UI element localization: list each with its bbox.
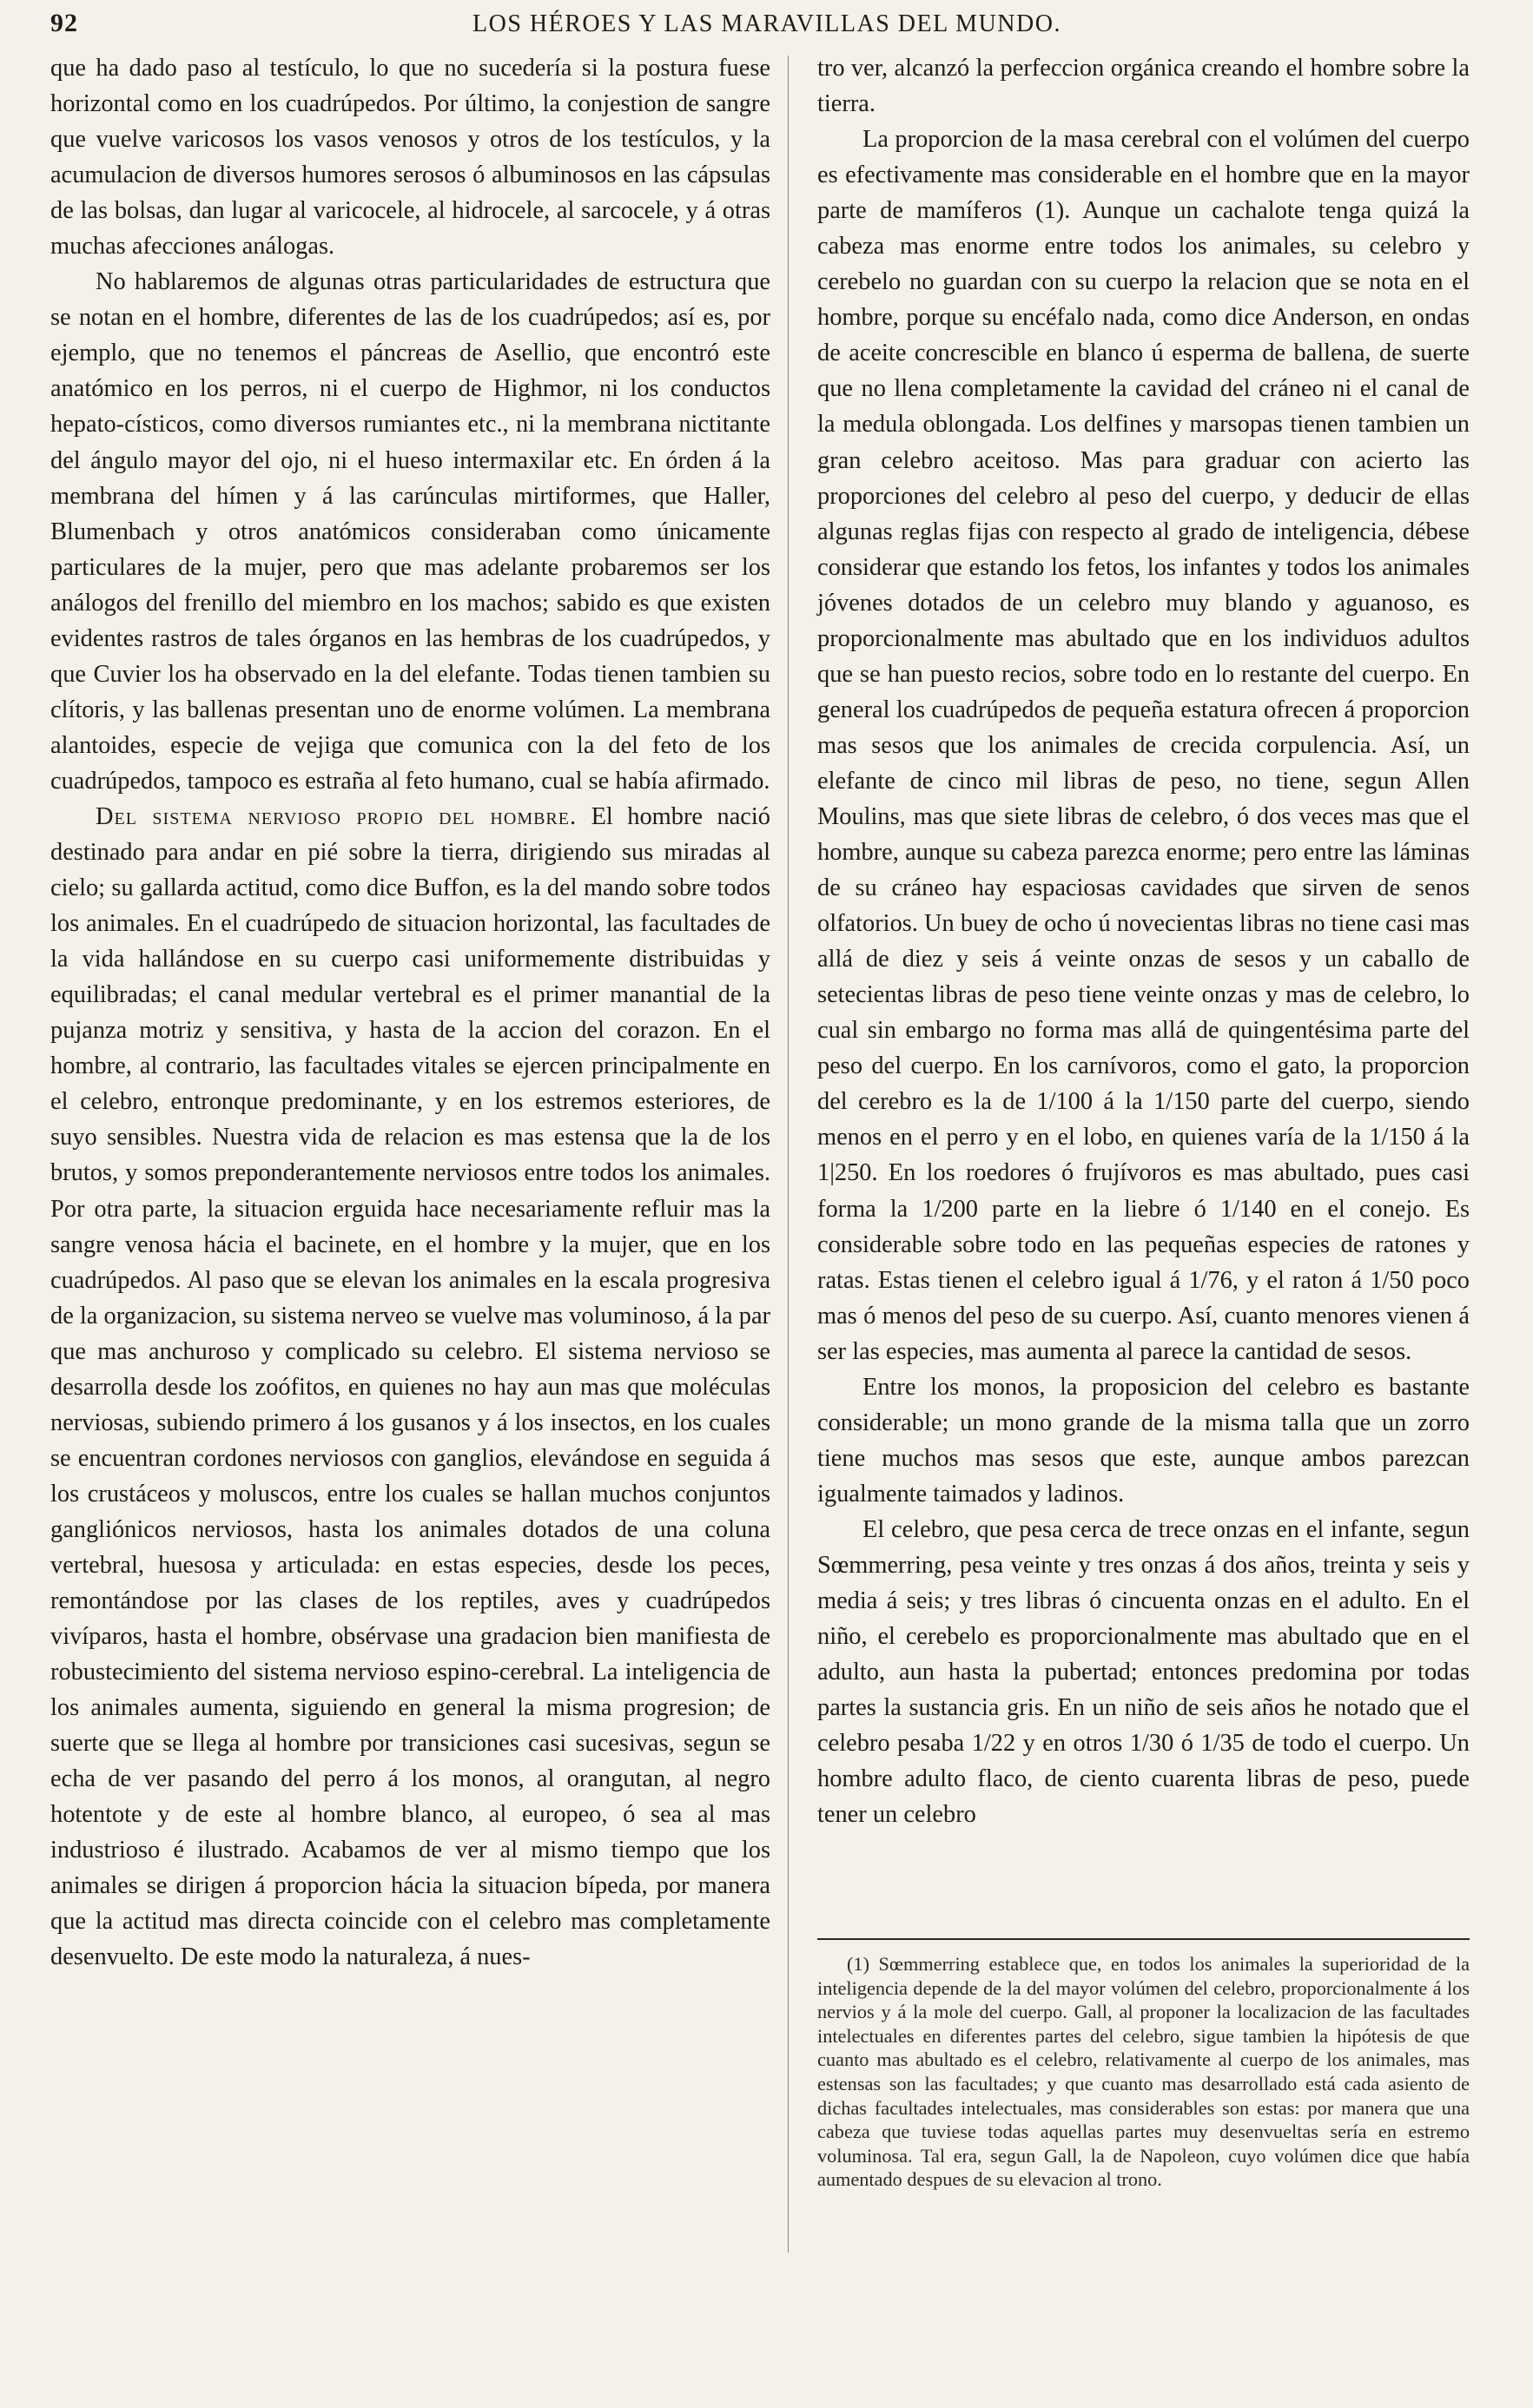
footnote (817, 1952, 1470, 2192)
paragraph-body: El hombre nació destinado para andar en pié sobre la tierra, dirigiendo sus miradas al cielo; su gallarda actitud, como dice Buffon, es la del mando sobre todos los animales. En el cuadrúpedo de situacion horizontal, las facultades de la vida hallándose en su cuerpo casi uniformemente distribuidas y equilibradas; el canal medular vertebral es el primer manantial de la pujanza motriz y sensitiva, y hasta de la accion del corazon. En el hombre, al contrario, las facultades vitales se ejercen principalmente en el celebro, entronque predominante, y en los estremos esteriores, de suyo sensibles. Nuestra vida de relacion es mas estensa que la de los brutos, y somos preponderantemente nerviosos entre todos los animales. Por otra parte, la situacion erguida hace necesariamente refluir mas la sangre venosa hácia el bacinete, en el hombre y la mujer, que en los cuadrúpedos. Al paso que se elevan los animales en la escala progresiva de la organizacion, su sistema nerveo se vuelve mas voluminoso, á la par que mas anchuroso y complicado su celebro. El sistema nervioso se desarrolla desde los zoófitos, en quienes no hay aun mas que moléculas nerviosas, subiendo primero á los gusanos y á los insectos, en los cuales se encuentran cordones nerviosos con ganglios, elevándose en seguida á los crustáceos y moluscos, entre los cuales se hallan muchos conjuntos gangliónicos nerviosos, hasta los animales dotados de una coluna vertebral, huesosa y articulada: en estas especies, desde los peces, remontándose por las clases de los reptiles, aves y cuadrúpedos vivíparos, hasta el hombre, obsérvase una gradacion bien manifiesta de robustecimiento del sistema nervioso espino-cerebral. La inteligencia de los animales aumenta, siguiendo en general la misma progresion; de suerte que se llega al hombre por transiciones casi sucesivas, segun se echa de ver pasando del perro á los monos, al orangutan, al negro hotentote y de este al hombre blanco, al europeo, ó sea al mas industrioso é ilustrado. Acabamos de ver al mismo tiempo que los animales se dirigen á proporcion hácia la situacion bípeda, por manera que la actitud mas directa coincide con el celebro mas completamente desenvuelto. De este modo la naturaleza, á nues- (50, 802, 770, 1971)
footnote-text: (1) Sœmmerring establece que, en todos los animales la superioridad de la inteligencia depende de la del mayor volúmen del celebro, proporcionalmente á los nervios y á la mole del cuerpo. Gall, al proponer la localizacion de las facultades intelectuales en diferentes partes del celebro, sigue tambien la hipótesis de que cuanto mas abultado es el celebro, relativamente al cuerpo de los animales, mas estensas son las facultades; y que cuanto mas desarrollado está cada asiento de dichas facultades intelectuales, mas considerables son estas: por manera que una cabeza que tuviese todas aquellas partes muy desenvueltas sería en estremo voluminosa. Tal era, segun Gall, la de Napoleon, cuyo volúmen dice que había aumentado despues de su elevacion al trono. (817, 1953, 1470, 2191)
paragraph: tro ver, alcanzó la perfeccion orgánica creando el hombre sobre la tierra. (817, 55, 1470, 118)
paragraph: Entre los monos, la proposicion del celebro es bastante considerable; un mono grande de la misma talla que un zorro tiene muchos mas sesos que este, aunque ambos parezcan igualmente taimados y ladinos. (817, 1373, 1470, 1507)
left-column (50, 50, 770, 1976)
running-title: LOS HÉROES Y LAS MARAVILLAS DEL MUNDO. (472, 10, 1061, 37)
paragraph: La proporcion de la masa cerebral con el volúmen del cuerpo es efectivamente mas considerable en el hombre que en la mayor parte de mamíferos (1). Aunque un cachalote tenga quizá la cabeza mas enorme entre todos los animales, su celebro y cerebelo no guardan con su cuerpo la relacion que se nota en el hombre, porque su encéfalo nada, como dice Anderson, en ondas de aceite concrescible en blanco ú esperma de ballena, de suerte que no llena completamente la cavidad del cráneo ni el canal de la medula oblongada. Los delfines y marsopas tienen tambien un gran celebro aceitoso. Mas para graduar con acierto las proporciones del celebro al peso del cuerpo, y deducir de ellas algunas reglas fijas con respecto al grado de inteligencia, débese considerar que estando los fetos, los infantes y todos los animales jóvenes dotados de un celebro muy blando y aguanoso, es proporcionalmente mas abultado que en los individuos adultos que se han puesto recios, sobre todo en lo restante del cuerpo. En general los cuadrúpedos de pequeña estatura ofrecen á proporcion mas sesos que los animales de crecida corpulencia. Así, un elefante de cinco mil libras de peso, no tiene, segun Allen Moulins, mas que siete libras de celebro, ó dos veces mas que el hombre, aunque su cabeza parezca enorme; pero entre las láminas de su cráneo hay espaciosas cavidades que sirven de senos olfatorios. Un buey de ocho ú novecientas libras no tiene casi mas allá de diez y seis á veinte onzas de sesos y un caballo de setecientas libras de peso tiene veinte onzas y mas de celebro, lo cual sin embargo no forma mas allá de quingentésima parte del peso del cuerpo. En los carnívoros, como el gato, la proporcion del cerebro es la de 1/100 á la 1/150 parte del cuerpo, siendo menos en el perro y en el lobo, en quienes varía de la 1/150 á la 1|250. En los roedores ó frujívoros es mas abultado, pues casi forma la 1/200 parte en la liebre ó 1/140 en el conejo. Es considerable sobre todo en las pequeñas especies de ratones y ratas. Estas tienen el celebro igual á 1/76, y el raton á 1/50 poco mas ó menos del peso de su cuerpo. Así, cuanto menores vienen á ser las especies, mas aumenta al parece la cantidad de sesos. (817, 126, 1470, 1365)
paragraph: que ha dado paso al testículo, lo que no sucedería si la postura fuese horizontal como en los cuadrúpedos. Por último, la conjestion de sangre que vuelve varicosos los vasos venosos y otros de los testículos, y la acumulacion de diversos humores serosos ó albuminosos en las cápsulas de las bolsas, dan lugar al varicocele, al hidrocele, al sarcocele, y á otras muchas afecciones análogas. (50, 55, 770, 261)
paragraph: El celebro, que pesa cerca de trece onzas en el infante, segun Sœmmerring, pesa veinte y tres onzas á dos años, treinta y seis y media á seis; y tres libras ó cincuenta onzas en el adulto. En el niño, el cerebelo es proporcionalmente mas abultado que en el adulto, aun hasta la pubertad; entonces predomina por todas partes la sustancia gris. En un niño de seis años he notado que el celebro pesaba 1/22 y en otros 1/30 ó 1/35 de todo el cuerpo. Un hombre adulto flaco, de ciento cuarenta libras de peso, puede tener un celebro (817, 1515, 1470, 1829)
footnote-rule (817, 1938, 1470, 1940)
section-heading: Del sistema nervioso propio del hombre. (96, 802, 578, 830)
page-number: 92 (50, 9, 78, 37)
page-header (50, 7, 1483, 49)
paragraph: No hablaremos de algunas otras particularidades de estructura que se notan en el hombre, diferentes de las de los cuadrúpedos; así es, por ejemplo, que no tenemos el páncreas de Asellio, que encontró este anatómico en los perros, ni el cuerpo de Highmor, ni los conductos hepato-císticos, como diversos rumiantes etc., ni la membrana nictitante del ángulo mayor del ojo, ni el hueso intermaxilar etc. En órden á la membrana del hímen y á las carúnculas mirtiformes, que Haller, Blumenbach y otros anatómicos consideraban como únicamente particulares de la mujer, pero que mas adelante probaremos ser los análogos del frenillo del miembro en los machos; sabido es que existen evidentes rastros de tales órganos en las hembras de los cuadrúpedos, y que Cuvier los ha observado en la del elefante. Todas tienen tambien su clítoris, y las ballenas presentan uno de enorme volúmen. La membrana alantoides, especie de vejiga que comunica con la del feto de los cuadrúpedos, tampoco es estraña al feto humano, cual se había afirmado. (50, 268, 770, 795)
paragraph-nervous-system (50, 799, 770, 1976)
right-column (817, 50, 1470, 1832)
column-divider (788, 56, 789, 2253)
